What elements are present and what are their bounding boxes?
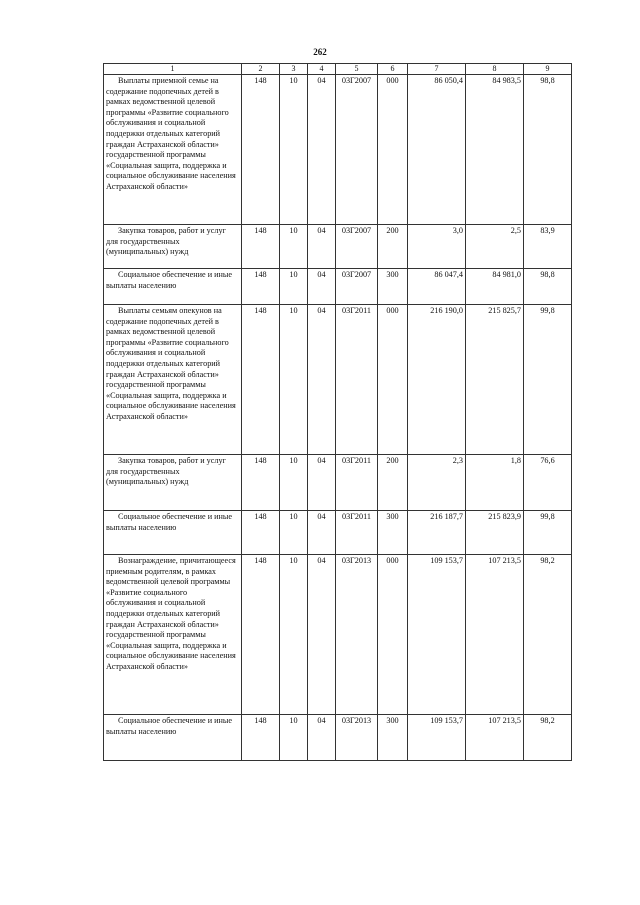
column-number: 8 xyxy=(466,64,524,75)
row-name: Выплаты приемной семье на содержание подопечных детей в рамках ведомственной целевой программы «Развитие социального обслуживания и социальной поддержки отдельных категорий граждан Астраханской области» государственной программы «Социальная защита, поддержка и социальное обслуживание населения Астраханской области» xyxy=(104,75,242,225)
cell-subsection: 04 xyxy=(308,225,336,269)
table-row xyxy=(104,511,572,555)
cell-expense-type: 300 xyxy=(378,511,408,555)
cell-planned: 3,0 xyxy=(408,225,466,269)
cell-planned: 109 153,7 xyxy=(408,555,466,715)
cell-executed: 84 983,5 xyxy=(466,75,524,225)
cell-executed: 107 213,5 xyxy=(466,715,524,761)
cell-executed: 107 213,5 xyxy=(466,555,524,715)
cell-admin-code: 148 xyxy=(242,75,280,225)
cell-expense-type: 300 xyxy=(378,715,408,761)
cell-planned: 86 047,4 xyxy=(408,269,466,305)
cell-section: 10 xyxy=(280,511,308,555)
column-number: 5 xyxy=(336,64,378,75)
cell-executed: 215 825,7 xyxy=(466,305,524,455)
cell-expense-type: 000 xyxy=(378,305,408,455)
cell-executed: 84 981,0 xyxy=(466,269,524,305)
cell-percent: 98,8 xyxy=(524,269,572,305)
cell-expense-type: 200 xyxy=(378,225,408,269)
cell-expense-type: 200 xyxy=(378,455,408,511)
cell-admin-code: 148 xyxy=(242,715,280,761)
cell-planned: 86 050,4 xyxy=(408,75,466,225)
column-number: 3 xyxy=(280,64,308,75)
cell-target-item: 03Г2013 xyxy=(336,555,378,715)
cell-percent: 83,9 xyxy=(524,225,572,269)
cell-planned: 109 153,7 xyxy=(408,715,466,761)
column-number: 6 xyxy=(378,64,408,75)
cell-expense-type: 000 xyxy=(378,555,408,715)
table-row xyxy=(104,269,572,305)
cell-target-item: 03Г2013 xyxy=(336,715,378,761)
cell-planned: 216 187,7 xyxy=(408,511,466,555)
table-row xyxy=(104,75,572,225)
cell-expense-type: 000 xyxy=(378,75,408,225)
cell-percent: 76,6 xyxy=(524,455,572,511)
cell-section: 10 xyxy=(280,455,308,511)
row-name: Закупка товаров, работ и услуг для государственных (муниципальных) нужд xyxy=(104,225,242,269)
cell-percent: 99,8 xyxy=(524,511,572,555)
page-number: 262 xyxy=(313,47,327,57)
column-number: 9 xyxy=(524,64,572,75)
cell-planned: 216 190,0 xyxy=(408,305,466,455)
cell-admin-code: 148 xyxy=(242,555,280,715)
cell-section: 10 xyxy=(280,305,308,455)
cell-section: 10 xyxy=(280,225,308,269)
column-number: 1 xyxy=(104,64,242,75)
cell-section: 10 xyxy=(280,269,308,305)
table-row xyxy=(104,715,572,761)
cell-subsection: 04 xyxy=(308,511,336,555)
row-name: Социальное обеспечение и иные выплаты населению xyxy=(104,715,242,761)
cell-percent: 98,2 xyxy=(524,715,572,761)
cell-target-item: 03Г2011 xyxy=(336,305,378,455)
table-row xyxy=(104,225,572,269)
cell-target-item: 03Г2007 xyxy=(336,269,378,305)
cell-subsection: 04 xyxy=(308,305,336,455)
cell-subsection: 04 xyxy=(308,715,336,761)
table-row xyxy=(104,455,572,511)
column-number: 4 xyxy=(308,64,336,75)
cell-subsection: 04 xyxy=(308,269,336,305)
row-name: Закупка товаров, работ и услуг для государственных (муниципальных) нужд xyxy=(104,455,242,511)
cell-executed: 2,5 xyxy=(466,225,524,269)
cell-target-item: 03Г2011 xyxy=(336,455,378,511)
cell-executed: 1,8 xyxy=(466,455,524,511)
cell-subsection: 04 xyxy=(308,455,336,511)
column-number: 2 xyxy=(242,64,280,75)
cell-target-item: 03Г2007 xyxy=(336,225,378,269)
cell-admin-code: 148 xyxy=(242,455,280,511)
cell-percent: 98,8 xyxy=(524,75,572,225)
row-name: Социальное обеспечение и иные выплаты населению xyxy=(104,269,242,305)
cell-expense-type: 300 xyxy=(378,269,408,305)
row-name: Вознаграждение, причитающееся приемным родителям, в рамках ведомственной целевой программы «Развитие социального обслуживания и социальной поддержки отдельных категорий граждан Астраханской области» государственной программы «Социальная защита, поддержка и социальное обслуживание населения Астраханской области» xyxy=(104,555,242,715)
cell-admin-code: 148 xyxy=(242,225,280,269)
cell-section: 10 xyxy=(280,715,308,761)
cell-admin-code: 148 xyxy=(242,269,280,305)
cell-executed: 215 823,9 xyxy=(466,511,524,555)
row-name: Выплаты семьям опекунов на содержание подопечных детей в рамках ведомственной целевой программы «Развитие социального обслуживания и социальной поддержки отдельных категорий граждан Астраханской области» государственной программы «Социальная защита, поддержка и социальное обслуживание населения Астраханской области» xyxy=(104,305,242,455)
column-number: 7 xyxy=(408,64,466,75)
cell-percent: 98,2 xyxy=(524,555,572,715)
table-row xyxy=(104,555,572,715)
cell-subsection: 04 xyxy=(308,75,336,225)
budget-table xyxy=(103,63,572,761)
column-number-row xyxy=(104,64,572,75)
cell-admin-code: 148 xyxy=(242,305,280,455)
cell-percent: 99,8 xyxy=(524,305,572,455)
table-row xyxy=(104,305,572,455)
cell-target-item: 03Г2011 xyxy=(336,511,378,555)
cell-subsection: 04 xyxy=(308,555,336,715)
row-name: Социальное обеспечение и иные выплаты населению xyxy=(104,511,242,555)
cell-section: 10 xyxy=(280,75,308,225)
cell-admin-code: 148 xyxy=(242,511,280,555)
cell-planned: 2,3 xyxy=(408,455,466,511)
cell-section: 10 xyxy=(280,555,308,715)
cell-target-item: 03Г2007 xyxy=(336,75,378,225)
